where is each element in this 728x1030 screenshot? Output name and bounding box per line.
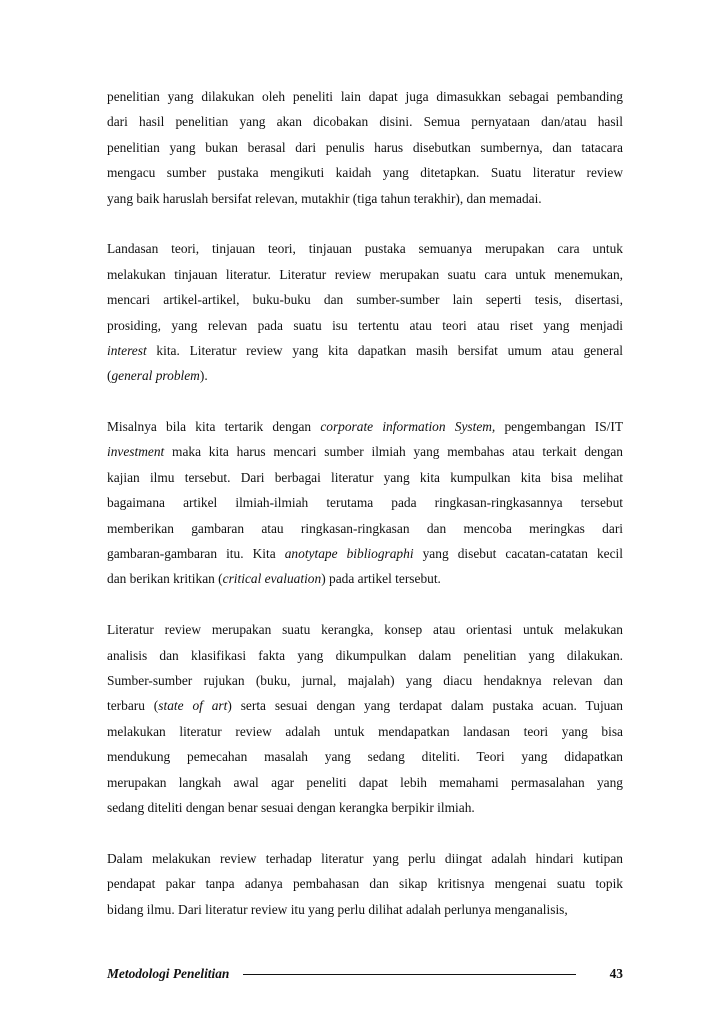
text-run: melakukan tinjauan literatur. Literatur review merupakan suatu cara untuk menemukan, [107,266,623,282]
paragraph [107,236,623,388]
body-text [107,84,623,922]
text-line [107,338,623,363]
text-run: Misalnya bila kita tertarik dengan [107,419,321,435]
italic-term: corporate information System, [320,419,496,435]
text-line [107,439,623,464]
text-line [107,871,623,896]
text-run: bagaimana artikel ilmiah-ilmiah terutama pada ringkasan-ringkasannya tersebut [107,495,623,511]
text-line [107,363,623,388]
text-line [107,617,623,642]
text-run: kita. Literatur review yang kita dapatkan masih bersifat umum atau general [146,342,623,358]
text-line [107,897,623,922]
italic-term: general problem [111,368,200,384]
text-run: yang baik haruslah bersifat relevan, mutakhir (tiga tahun terakhir), dan memadai. [107,190,542,206]
text-run: penelitian yang dilakukan oleh peneliti lain dapat juga dimasukkan sebagai pembanding [107,89,623,104]
text-line [107,313,623,338]
text-line [107,109,623,134]
italic-term: anotytape bibliographi [284,546,414,562]
text-run: pendapat pakar tanpa adanya pembahasan dan sikap kritisnya mengenai suatu topik [107,876,623,892]
text-run: Dalam melakukan review terhadap literatur yang perlu diingat adalah hindari kutipan [107,850,623,866]
text-line [107,719,623,744]
text-line [107,490,623,515]
text-line [107,236,623,261]
text-line [107,541,623,566]
text-run: ) pada artikel tersebut. [321,571,441,587]
text-run: terbaru ( [107,698,159,714]
text-run: prosiding, yang relevan pada suatu isu tertentu atau teori atau riset yang menjadi [107,317,623,333]
text-run: ( [107,368,112,384]
text-run: gambaran-gambaran itu. Kita [107,546,285,562]
text-run: Sumber-sumber rujukan (buku, jurnal, majalah) yang diacu hendaknya relevan dan [107,672,623,688]
text-line [107,795,623,820]
text-run: dari hasil penelitian yang akan dicobakan disini. Semua pernyataan dan/atau hasil [107,114,623,130]
text-line [107,566,623,591]
paragraph-gap [107,820,623,845]
text-run: dan berikan kritikan ( [107,571,223,587]
text-line [107,414,623,439]
text-run: melakukan literatur review adalah untuk mendapatkan landasan teori yang bisa [107,723,623,739]
paragraph-gap [107,389,623,414]
text-run: memberikan gambaran atau ringkasan-ringkasan dan mencoba meringkas dari [107,520,623,536]
text-run: mengacu sumber pustaka mengikuti kaidah yang ditetapkan. Suatu literatur review [107,165,623,181]
page-number: 43 [609,966,623,981]
text-run: Landasan teori, tinjauan teori, tinjauan pustaka semuanya merupakan cara untuk [107,241,623,257]
text-run: analisis dan klasifikasi fakta yang dikumpulkan dalam penelitian yang dilakukan. [107,647,623,663]
text-line [107,287,623,312]
italic-term: critical evaluation [222,571,322,587]
text-run: ) serta sesuai dengan yang terdapat dalam pustaka acuan. Tujuan [227,698,623,714]
italic-term: state of art [158,698,228,714]
text-run: Literatur review merupakan suatu kerangka, konsep atau orientasi untuk melakukan [107,622,623,638]
paragraph [107,846,623,922]
text-line [107,186,623,211]
text-run: mencari artikel-artikel, buku-buku dan sumber-sumber lain seperti tesis, disertasi, [107,292,623,308]
page-footer [107,962,623,986]
italic-term: investment [107,444,165,460]
paragraph [107,84,623,211]
paragraph-gap [107,211,623,236]
text-line [107,135,623,160]
text-run: maka kita harus mencari sumber ilmiah yang membahas atau terkait dengan [164,444,623,460]
text-run: pengembangan IS/IT [495,419,624,435]
paragraph-gap [107,592,623,617]
paragraph [107,414,623,592]
footer-title: Metodologi Penelitian [107,966,230,981]
text-line [107,262,623,287]
text-line [107,516,623,541]
text-line [107,744,623,769]
text-run: yang disebut cacatan-catatan kecil [413,546,623,562]
text-run: ). [199,368,208,384]
text-line [107,84,623,109]
text-run: penelitian yang bukan berasal dari penulis harus disebutkan sumbernya, dan tatacara [107,139,623,155]
text-line [107,643,623,668]
text-line [107,693,623,718]
text-line [107,846,623,871]
text-run: bidang ilmu. Dari literatur review itu yang perlu dilihat adalah perlunya menganalisis, [107,901,568,917]
text-line [107,668,623,693]
text-run: merupakan langkah awal agar peneliti dapat lebih memahami permasalahan yang [107,774,623,790]
text-run: kajian ilmu tersebut. Dari berbagai literatur yang kita kumpulkan kita bisa melihat [107,469,623,485]
paragraph [107,617,623,820]
text-run: mendukung pemecahan masalah yang sedang diteliti. Teori yang didapatkan [107,749,623,765]
text-line [107,770,623,795]
text-line [107,160,623,185]
text-line [107,465,623,490]
footer-rule [243,974,575,975]
text-run: sedang diteliti dengan benar sesuai dengan kerangka berpikir ilmiah. [107,799,475,815]
italic-term: interest [107,342,147,358]
